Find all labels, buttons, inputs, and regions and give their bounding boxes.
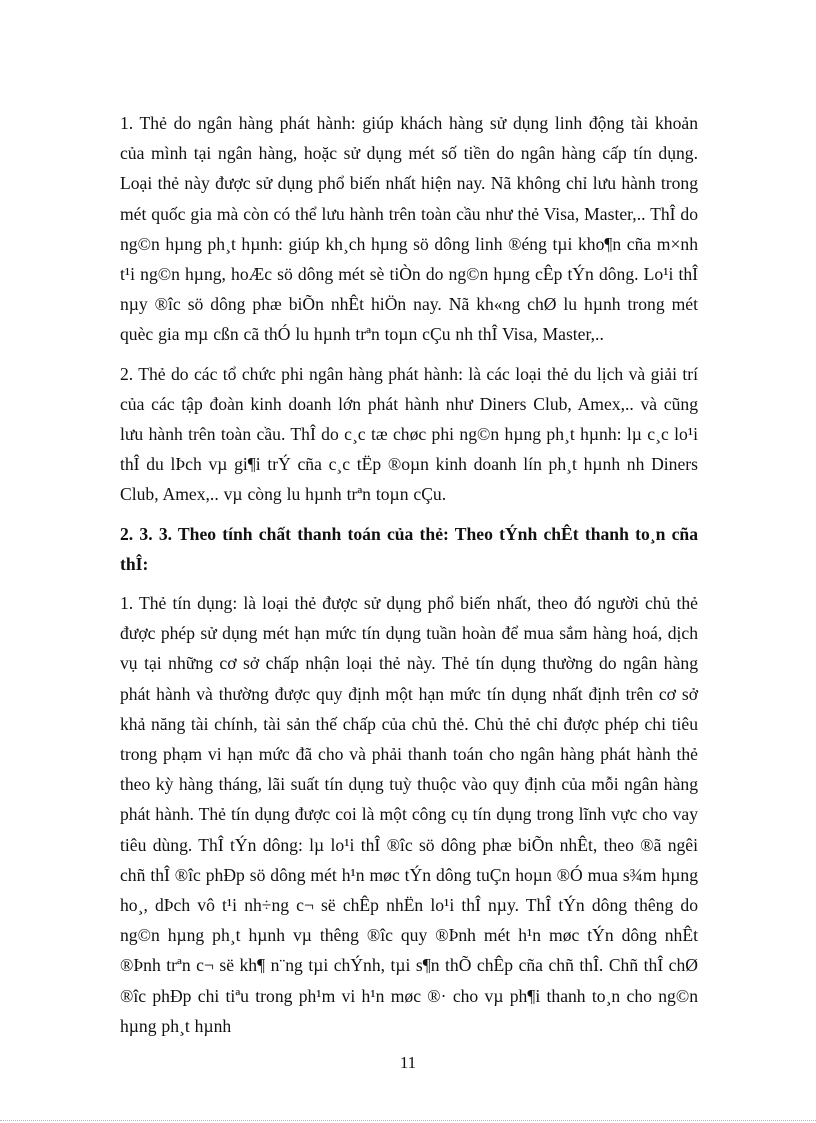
paragraph-issuer-bank-card: 1. Thẻ do ngân hàng phát hành: giúp khách hàng sử dụng linh động tài khoản của mình tại ngân hàng, hoặc sử dụng mét số tiền do ngân hàng cấp tín dụng. Loại thẻ này được sử dụng phổ biến nhất hiện nay. Nã không chỉ lưu hành trong mét quốc gia mà còn có thể lưu hành trên toàn cầu như thẻ Visa, Master,.. ThÎ do ng©n hµng ph¸t hµnh: giúp kh¸ch hµng sö dông linh ®éng tµi kho¶n cña m×nh t¹i ng©n hµng, hoÆc sö dông mét sè tiÒn do ng©n hµng cÊp tÝn dông. Lo¹i thÎ nµy ®îc sö dông phæ biÕn nhÊt hiÖn nay. Nã kh«ng chØ lu hµnh trong mét quèc gia mµ cßn cã thÓ lu hµnh trªn toµn cÇu nh thÎ Visa, Master,.. <box>120 113 698 345</box>
paragraph-non-bank-card: 2. Thẻ do các tổ chức phi ngân hàng phát hành: là các loại thẻ du lịch và giải trí của các tập đoàn kinh doanh lớn phát hành như Diners Club, Amex,.. và cũng lưu hành trên toàn cầu. ThÎ do c¸c tæ chøc phi ng©n hµng ph¸t hµnh: lµ c¸c lo¹i thÎ du lÞch vµ gi¶i trÝ cña c¸c tËp ®oµn kinh doanh lín ph¸t hµnh nh Diners Club, Amex,.. vµ còng lu hµnh trªn toµn cÇu. <box>120 363 698 505</box>
paragraph-credit-card: 1. Thẻ tín dụng: là loại thẻ được sử dụng phổ biến nhất, theo đó người chủ thẻ được phép sử dụng mét hạn mức tín dụng tuần hoàn để mua sắm hàng hoá, dịch vụ tại những cơ sở chấp nhận loại thẻ này. Thẻ tín dụng thường do ngân hàng phát hành và thường được quy định một hạn mức tín dụng nhất định trên cơ sở khả năng tài chính, tài sản thế chấp của chủ thẻ. Chủ thẻ chỉ được phép chi tiêu trong phạm vi hạn mức đã cho và phải thanh toán cho ngân hàng phát hành thẻ theo kỳ hàng tháng, lãi suất tín dụng tuỳ thuộc vào quy định của mỗi ngân hàng phát hành. Thẻ tín dụng được coi là một công cụ tín dụng trong lĩnh vực cho vay tiêu dùng. ThÎ tÝn dông: lµ lo¹i thÎ ®îc sö dông phæ biÕn nhÊt, theo ®ã ngêi chñ thÎ ®îc phÐp sö dông mét h¹n møc tÝn dông tuÇn hoµn ®Ó mua s¾m hµng ho¸, dÞch vô t¹i nh÷ng c¬ së chÊp nhËn lo¹i thÎ nµy. ThÎ tÝn dông thêng do ng©n hµng ph¸t hµnh vµ thêng ®îc quy ®Þnh mét h¹n møc tÝn dông nhÊt ®Þnh trªn c¬ së kh¶ n¨ng tµi chÝnh, tµi s¶n thÕ chÊp cña chñ thÎ. Chñ thÎ chØ ®îc phÐp chi tiªu trong ph¹m vi h¹n møc ®· cho vµ ph¶i thanh to¸n cho ng©n hµng ph¸t hµnh <box>120 593 698 1036</box>
page-bottom-edge <box>0 1120 816 1121</box>
document-page <box>120 108 698 1036</box>
section-heading: 2. 3. 3. Theo tính chất thanh toán của thẻ: Theo tÝnh chÊt thanh to¸n cña thÎ: <box>120 523 698 574</box>
page-number: 11 <box>399 1053 417 1072</box>
